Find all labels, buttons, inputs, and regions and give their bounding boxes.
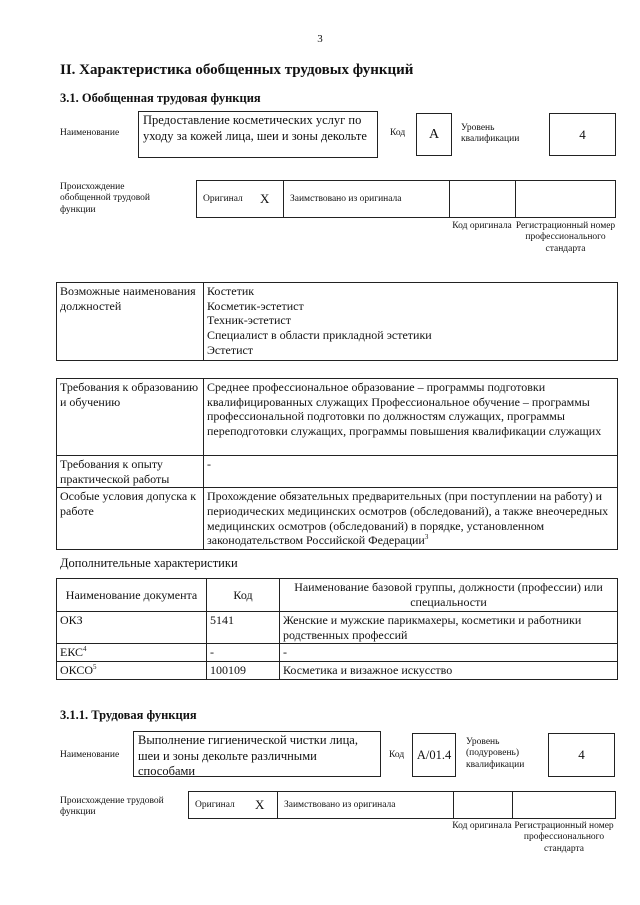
gtf-origin-divider-3	[515, 181, 516, 217]
tf-origin-divider	[277, 792, 278, 818]
tf-origin-box	[188, 791, 616, 819]
tf-level-box	[548, 733, 615, 777]
requirement-label: Требования к образованию и обучению	[57, 379, 204, 456]
positions-table	[56, 282, 618, 361]
table-row	[57, 661, 618, 679]
table-row	[57, 644, 618, 662]
section-title: II. Характеристика обобщенных трудовых функций	[60, 62, 414, 78]
position-item: Косметик-эстетист	[207, 298, 304, 313]
requirement-value: -	[204, 456, 618, 488]
footnote-mark: 3	[424, 533, 429, 542]
header-name: Наименование базовой группы, должности (профессии) или специальности	[280, 579, 618, 612]
row-name: Женские и мужские парикмахеры, косметики и работники родственных профессий	[280, 612, 618, 644]
requirement-label: Требования к опыту практической работы	[57, 456, 204, 488]
requirement-row	[57, 456, 618, 488]
row-doc: ОКСО	[60, 662, 94, 677]
requirement-value: Прохождение обязательных предварительных (при поступлении на работу) и периодических медицинских осмотров (обследований), а также внеочередных медицинских осмотров (обследований) в порядке, установленном законодательством Российской Федерации	[207, 489, 609, 548]
row-code: -	[207, 644, 280, 662]
position-item: Техник-эстетист	[207, 313, 291, 328]
tf-level-label: Уровень (подуровень) квалификации	[466, 737, 525, 770]
tf-origin-label: Происхождение трудовой функции	[60, 796, 164, 818]
gtf-level-value: 4	[579, 127, 586, 142]
position-item: Эстетист	[207, 342, 254, 357]
additional-table	[56, 578, 618, 680]
tf-borrowed-label: Заимствовано из оригинала	[284, 800, 396, 810]
requirements-table	[56, 378, 618, 550]
gtf-origin-divider-2	[449, 181, 450, 217]
header-doc: Наименование документа	[57, 579, 207, 612]
row-name: Косметика и визажное искусство	[280, 661, 618, 679]
gtf-borrowed-label: Заимствовано из оригинала	[290, 194, 402, 204]
requirement-value: Среднее профессиональное образование – программы подготовки квалифицированных служащих Профессиональное обучение – программы профессиональной подготовки по должностям служащих, программы переподготовки служащих, программы повышения квалификации служащих	[204, 379, 618, 456]
position-item: Специалист в области прикладной эстетики	[207, 327, 432, 342]
row-code: 100109	[207, 661, 280, 679]
gtf-level-box	[549, 113, 616, 156]
tf-caption-reg: Регистрационный номер профессионального стандарта	[514, 821, 614, 854]
row-code: 5141	[207, 612, 280, 644]
gtf-origin-label: Происхождение обобщенной трудовой функции	[60, 182, 150, 215]
requirement-label: Особые условия допуска к работе	[57, 488, 204, 550]
positions-list	[204, 283, 618, 361]
gtf-level-label: Уровень квалификации	[461, 123, 520, 145]
gtf-original-label: Оригинал	[203, 194, 243, 204]
gtf-code-label: Код	[390, 128, 406, 138]
row-name: -	[280, 644, 618, 662]
requirement-row	[57, 488, 618, 550]
tf-name-value: Выполнение гигиенической чистки лица, шеи и зоны декольте различными способами	[138, 733, 358, 779]
position-item: Костетик	[207, 284, 255, 298]
row-doc-cell	[57, 644, 207, 662]
tf-code-value: A/01.4	[416, 748, 452, 762]
row-doc-cell	[57, 661, 207, 679]
requirement-row	[57, 379, 618, 456]
page-number: 3	[317, 33, 323, 45]
gtf-origin-box	[196, 180, 616, 218]
gtf-heading: 3.1. Обобщенная трудовая функция	[60, 91, 261, 105]
tf-original-label: Оригинал	[195, 800, 235, 810]
gtf-caption-code: Код оригинала	[452, 221, 512, 231]
requirement-value-cell	[204, 488, 618, 550]
tf-name-box	[133, 731, 381, 777]
gtf-name-box	[138, 111, 378, 158]
gtf-caption-reg: Регистрационный номер профессионального стандарта	[515, 221, 616, 254]
tf-code-label: Код	[389, 750, 405, 760]
gtf-code-value: A	[428, 127, 440, 142]
tf-level-value: 4	[578, 747, 585, 762]
header-code: Код	[207, 579, 280, 612]
tf-original-mark: X	[255, 797, 265, 812]
row-doc: ОКЗ	[57, 612, 207, 644]
additional-header-row	[57, 579, 618, 612]
gtf-name-label: Наименование	[60, 128, 120, 138]
footnote-mark: 4	[83, 645, 87, 654]
positions-label: Возможные наименования должностей	[57, 283, 204, 361]
tf-heading: 3.1.1. Трудовая функция	[60, 708, 197, 722]
tf-code-box	[412, 733, 456, 777]
gtf-origin-divider	[283, 181, 284, 217]
footnote-mark: 5	[93, 662, 97, 671]
table-row	[57, 612, 618, 644]
tf-caption-code: Код оригинала	[452, 821, 512, 831]
tf-name-label: Наименование	[60, 750, 120, 760]
row-doc: ЕКС	[60, 645, 84, 660]
tf-origin-divider-3	[512, 792, 513, 818]
additional-title: Дополнительные характеристики	[60, 556, 238, 570]
gtf-original-mark: X	[260, 191, 270, 206]
gtf-name-value: Предоставление косметических услуг по уходу за кожей лица, шеи и зоны декольте	[143, 113, 367, 143]
gtf-code-box	[416, 113, 452, 156]
tf-origin-divider-2	[453, 792, 454, 818]
